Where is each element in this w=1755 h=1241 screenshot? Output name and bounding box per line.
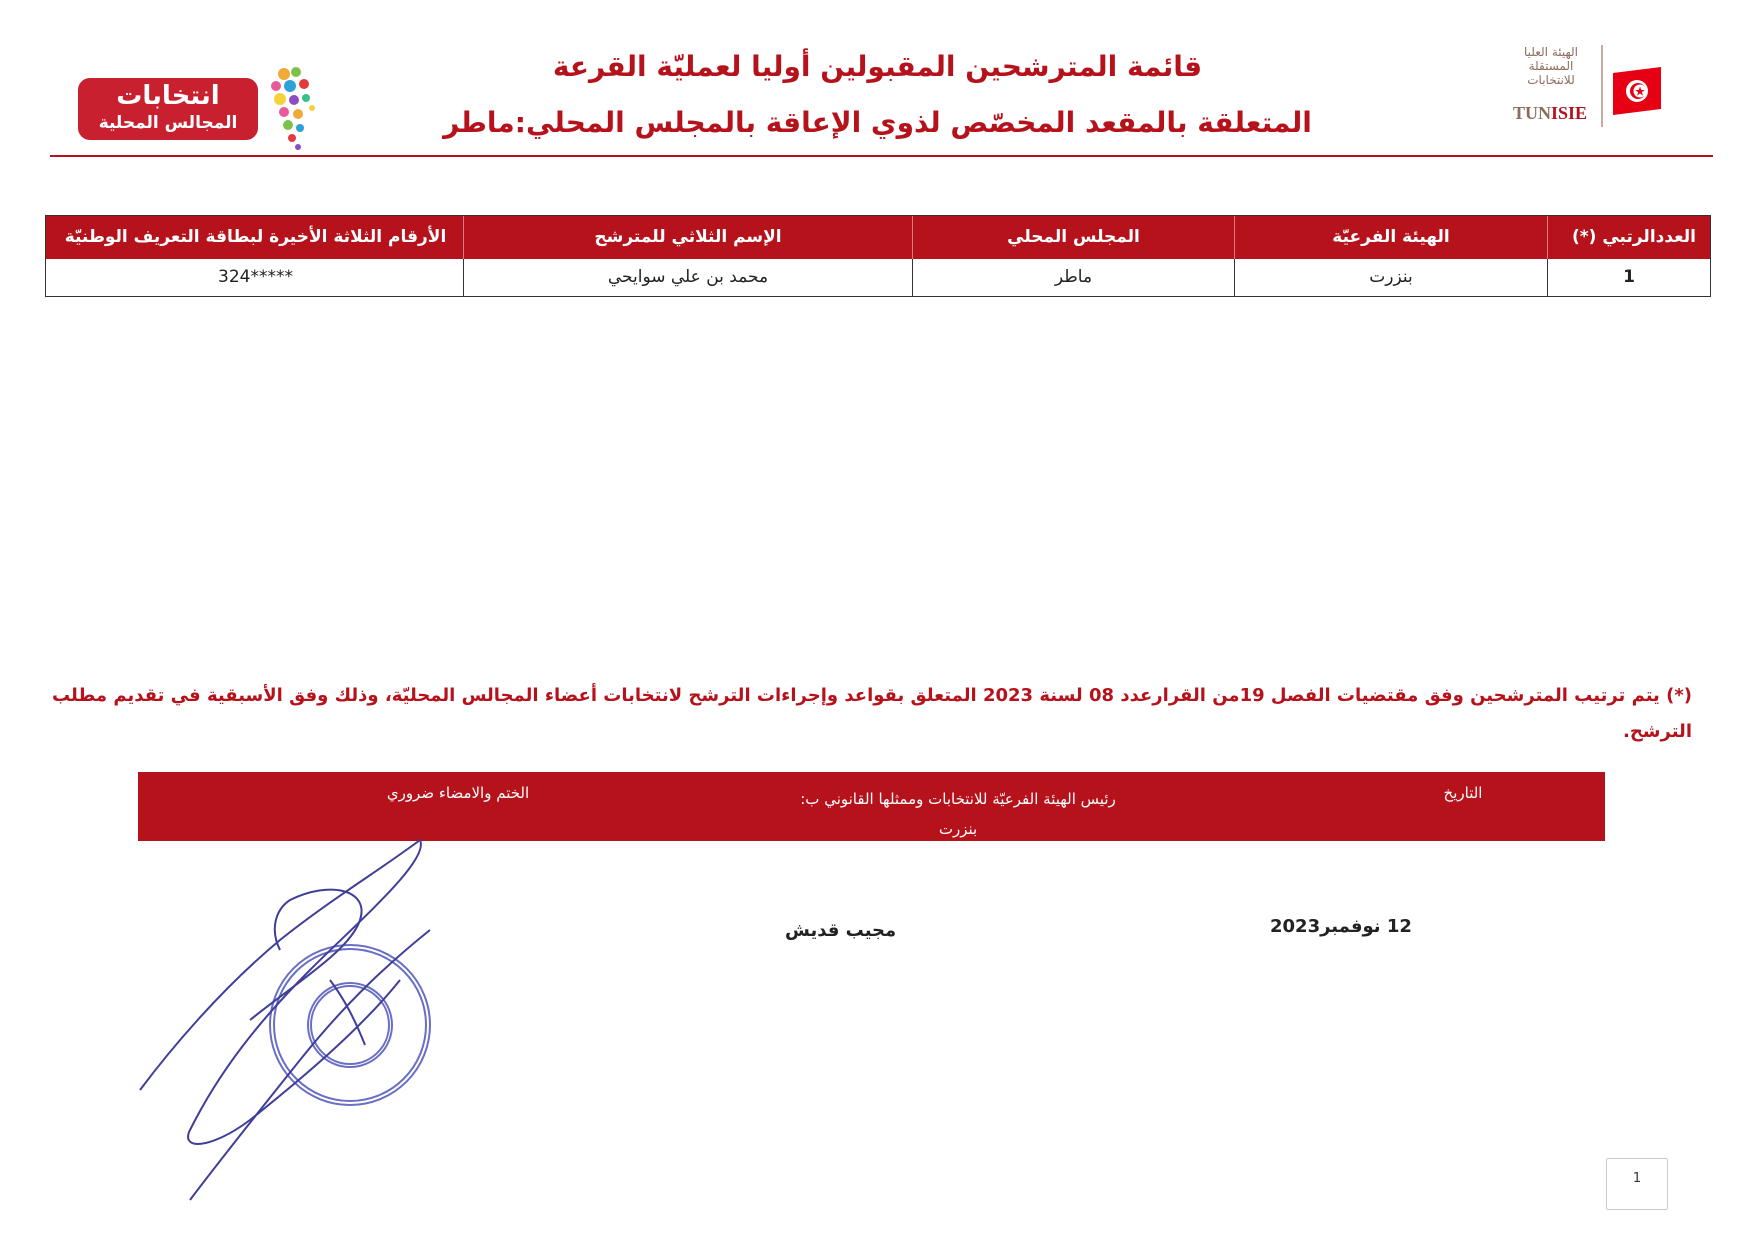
page-subtitle: المتعلقة بالمقعد المخصّص لذوي الإعاقة بالمجلس المحلي:ماطر [443, 106, 1312, 139]
stamp-label: الختم والامضاء ضروري [386, 784, 530, 802]
cell-full-name: محمد بن علي سوايحي [463, 259, 912, 296]
page-number: 1 [1606, 1158, 1668, 1210]
header-id-digits: الأرقام الثلاثة الأخيرة لبطاقة التعريف الوطنيّة [64, 227, 447, 247]
signature-date: 12 نوفمبر2023 [1270, 916, 1412, 937]
elections-title: انتخابات [116, 81, 220, 111]
president-label: رئيس الهيئة الفرعيّة للانتخابات وممثلها القانوني ب: [800, 790, 1116, 808]
header-full-name: الإسم الثلاثي للمترشح [463, 216, 912, 259]
isie-logo-text: الهيئة العليا المستقلة للانتخابات [1523, 45, 1579, 87]
header-local-council: المجلس المحلي [912, 216, 1234, 259]
cell-local-council: ماطر [912, 259, 1234, 296]
header-divider [50, 155, 1713, 157]
table-header-row [46, 216, 1710, 259]
isie-logo-abbr: TUNISIE [1513, 103, 1588, 123]
president-name: مجيب قديش [785, 920, 897, 941]
table-row [46, 259, 1710, 296]
official-stamp [270, 945, 430, 1105]
elections-subtitle: المجالس المحلية [98, 113, 238, 133]
official-stamp-and-signature [130, 830, 490, 1210]
page-title: قائمة المترشحين المقبولين أوليا لعمليّة القرعة [552, 50, 1203, 83]
header-rank: العددالرتبي (*) [1547, 216, 1710, 259]
president-label-block [718, 784, 1198, 844]
cell-subsidiary-body: بنزرت [1234, 259, 1547, 296]
handwritten-signature [140, 840, 430, 1200]
candidates-table [45, 215, 1711, 297]
date-label: التاريخ [1443, 784, 1483, 802]
cell-rank: 1 [1547, 259, 1710, 296]
cell-id-digits: *****324 [218, 267, 293, 287]
president-location: بنزرت [938, 820, 978, 838]
header-subsidiary-body: الهيئة الفرعيّة [1234, 216, 1547, 259]
footnote: (*) يتم ترتيب المترشحين وفق مقتضيات الفصل 19من القرارعدد 08 لسنة 2023 المتعلق بقواعد وإجراءات الترشح لانتخابات أعضاء المجالس المحليّة، وذلك وفق الأسبقية في تقديم مطلب الترشح. [52, 685, 1692, 742]
